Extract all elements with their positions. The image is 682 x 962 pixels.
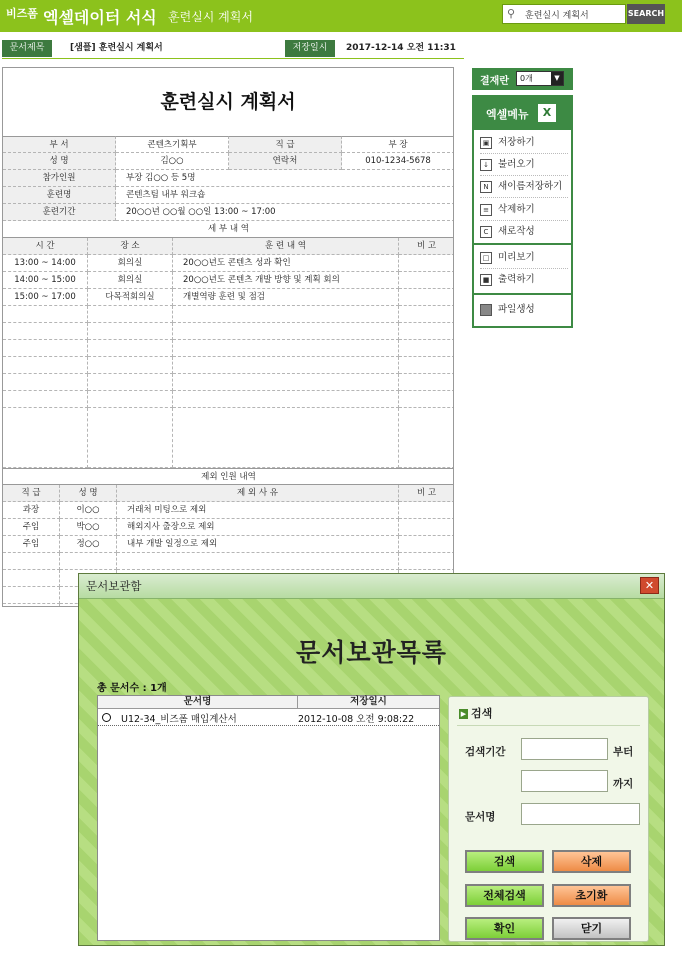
excel-menu-panel bbox=[472, 95, 573, 328]
list-item-name: U12-34_비즈폼 매입계산서 bbox=[121, 714, 237, 725]
print-icon: ■ bbox=[480, 274, 492, 286]
menu-item-label: 삭제하기 bbox=[498, 204, 535, 215]
doc-title-value: [샘플] 훈련실시 계획서 bbox=[70, 43, 163, 53]
menu-item-label: 미리보기 bbox=[498, 252, 535, 263]
save-icon: ▣ bbox=[480, 137, 492, 149]
details-cell-note[interactable] bbox=[399, 306, 454, 323]
ok-button[interactable]: 확인 bbox=[465, 917, 544, 940]
participants-label: 참가인원 bbox=[3, 170, 116, 187]
details-cell-content[interactable] bbox=[173, 306, 399, 323]
excluded-cell-rank[interactable] bbox=[3, 587, 60, 604]
approval-value: 0개 bbox=[520, 74, 533, 83]
search-all-button[interactable]: 전체검색 bbox=[465, 884, 544, 907]
training-plan-form bbox=[2, 67, 454, 607]
details-cell-content[interactable] bbox=[173, 357, 399, 374]
delete-button[interactable]: 삭제 bbox=[552, 850, 631, 873]
list-col-saved-date: 저장일시 bbox=[298, 696, 439, 709]
search-icon: ⚲ bbox=[507, 7, 516, 20]
name-label: 성 명 bbox=[3, 153, 116, 170]
excluded-cell-note[interactable] bbox=[399, 536, 454, 553]
close-icon[interactable]: ✕ bbox=[640, 577, 659, 594]
menu-item-preview[interactable] bbox=[480, 248, 568, 269]
details-cell-content[interactable] bbox=[173, 391, 399, 408]
excluded-cell-reason[interactable]: 거래처 미팅으로 제외 bbox=[117, 502, 399, 519]
details-cell-note[interactable] bbox=[399, 391, 454, 408]
load-icon: ↓ bbox=[480, 159, 492, 171]
to-label: 까지 bbox=[613, 778, 634, 790]
excluded-col-note: 비 고 bbox=[399, 485, 454, 502]
details-cell-time[interactable]: 13:00 ~ 14:00 bbox=[3, 255, 88, 272]
app-title: 엑셀데이터 서식 bbox=[43, 8, 157, 27]
excluded-cell-rank[interactable] bbox=[3, 604, 60, 607]
excluded-cell-rank[interactable] bbox=[3, 553, 60, 570]
excel-menu-header bbox=[474, 97, 571, 130]
saved-date-label: 저장일시 bbox=[285, 40, 335, 57]
excluded-cell-rank[interactable] bbox=[3, 570, 60, 587]
menu-item-save[interactable] bbox=[480, 133, 568, 154]
from-label: 부터 bbox=[613, 746, 634, 758]
details-cell-note[interactable] bbox=[399, 357, 454, 374]
approval-label: 결재란 bbox=[480, 76, 509, 87]
menu-item-save-as[interactable] bbox=[480, 177, 568, 198]
excluded-cell-rank[interactable]: 주임 bbox=[3, 519, 60, 536]
radio-button[interactable] bbox=[102, 713, 111, 722]
details-col-time: 시 간 bbox=[3, 238, 88, 255]
details-col-note: 비 고 bbox=[399, 238, 454, 255]
chevron-down-icon[interactable]: ▼ bbox=[551, 72, 563, 85]
details-cell-time[interactable] bbox=[3, 391, 88, 408]
details-cell-content[interactable] bbox=[173, 340, 399, 357]
start-date-input[interactable] bbox=[521, 738, 608, 760]
excluded-section-header: 제외 인원 내역 bbox=[3, 468, 454, 485]
details-cell-note[interactable] bbox=[399, 289, 454, 306]
excluded-cell-name[interactable]: 이○○ bbox=[60, 502, 117, 519]
menu-item-label: 저장하기 bbox=[498, 137, 535, 148]
menu-item-delete[interactable] bbox=[480, 200, 568, 221]
participants-value[interactable]: 부장 김○○ 등 5명 bbox=[116, 170, 454, 187]
search-box[interactable] bbox=[502, 4, 626, 24]
rank-value[interactable]: 부 장 bbox=[342, 136, 454, 153]
excluded-cell-rank[interactable]: 과장 bbox=[3, 502, 60, 519]
details-col-place: 장 소 bbox=[88, 238, 173, 255]
document-count: 총 문서수 : 1개 bbox=[97, 683, 167, 694]
menu-item-print[interactable] bbox=[480, 270, 568, 290]
reset-button[interactable]: 초기화 bbox=[552, 884, 631, 907]
menu-item-label: 파일생성 bbox=[498, 304, 535, 315]
dept-label: 부 서 bbox=[3, 136, 116, 153]
excluded-cell-reason[interactable] bbox=[117, 553, 399, 570]
top-bar bbox=[0, 0, 682, 32]
end-date-input[interactable] bbox=[521, 770, 608, 792]
dialog-titlebar[interactable] bbox=[79, 574, 664, 599]
details-cell-place[interactable]: 회의실 bbox=[88, 272, 173, 289]
search-panel bbox=[448, 696, 649, 942]
details-cell-note[interactable] bbox=[399, 374, 454, 391]
search-button[interactable]: SEARCH bbox=[627, 4, 665, 24]
details-cell-empty[interactable] bbox=[3, 408, 88, 468]
saved-date-value: 2017-12-14 오전 11:31 bbox=[346, 43, 456, 53]
details-cell-place[interactable] bbox=[88, 323, 173, 340]
save-as-icon: N bbox=[480, 181, 492, 193]
excluded-cell-note[interactable] bbox=[399, 519, 454, 536]
menu-item-create-file[interactable] bbox=[480, 300, 568, 320]
details-cell-place[interactable] bbox=[88, 306, 173, 323]
new-document-icon: C bbox=[480, 226, 492, 238]
details-section-header: 세 부 내 역 bbox=[3, 221, 454, 238]
details-cell-content[interactable]: 20○○년도 콘텐츠 성과 확인 bbox=[173, 255, 399, 272]
contact-label: 연락처 bbox=[229, 153, 342, 170]
document-storage-dialog bbox=[78, 573, 665, 946]
training-period-label: 훈련기간 bbox=[3, 204, 116, 221]
details-cell-place[interactable] bbox=[88, 374, 173, 391]
details-cell-empty[interactable] bbox=[399, 408, 454, 468]
details-cell-place[interactable] bbox=[88, 391, 173, 408]
approval-selector bbox=[472, 68, 573, 90]
menu-divider bbox=[474, 243, 571, 245]
dialog-heading: 문서보관목록 bbox=[296, 638, 447, 667]
monitor-icon: □ bbox=[480, 252, 492, 264]
details-cell-time[interactable]: 14:00 ~ 15:00 bbox=[3, 272, 88, 289]
details-cell-time[interactable] bbox=[3, 357, 88, 374]
document-list[interactable] bbox=[97, 695, 440, 941]
excluded-col-rank: 직 급 bbox=[3, 485, 60, 502]
arrow-icon: ▶ bbox=[460, 710, 467, 718]
menu-item-load[interactable] bbox=[480, 155, 568, 176]
excluded-cell-rank[interactable]: 주임 bbox=[3, 536, 60, 553]
details-col-content: 훈 련 내 역 bbox=[173, 238, 399, 255]
dept-value[interactable]: 콘텐츠기획부 bbox=[116, 136, 229, 153]
search-button[interactable]: 검색 bbox=[465, 850, 544, 873]
excluded-col-name: 성 명 bbox=[60, 485, 117, 502]
list-item-date: 2012-10-08 오전 9:08:22 bbox=[298, 714, 415, 725]
doc-title-label: 문서제목 bbox=[2, 40, 52, 57]
search-input[interactable] bbox=[525, 6, 623, 22]
details-cell-place[interactable] bbox=[88, 357, 173, 374]
menu-item-label: 새로작성 bbox=[498, 226, 535, 237]
doc-name-label: 문서명 bbox=[465, 811, 496, 823]
list-item[interactable] bbox=[98, 710, 439, 726]
list-col-doc-name: 문서명 bbox=[98, 696, 298, 709]
menu-divider bbox=[474, 293, 571, 295]
excel-menu-title: 엑셀메뉴 bbox=[486, 108, 529, 121]
close-button[interactable]: 닫기 bbox=[552, 917, 631, 940]
excluded-cell-note[interactable] bbox=[399, 502, 454, 519]
menu-item-label: 출력하기 bbox=[498, 274, 535, 285]
rank-label: 직 급 bbox=[229, 136, 342, 153]
excluded-cell-name[interactable]: 정○○ bbox=[60, 536, 117, 553]
details-cell-time[interactable] bbox=[3, 374, 88, 391]
document-info-row bbox=[2, 40, 464, 59]
details-cell-note[interactable] bbox=[399, 340, 454, 357]
dialog-window-title: 문서보관함 bbox=[86, 579, 142, 593]
menu-item-label: 새이름저장하기 bbox=[498, 181, 563, 192]
details-cell-place[interactable]: 회의실 bbox=[88, 255, 173, 272]
details-cell-content[interactable]: 20○○년도 콘텐츠 개발 방향 및 계획 회의 bbox=[173, 272, 399, 289]
divider bbox=[457, 725, 640, 726]
excluded-cell-note[interactable] bbox=[399, 553, 454, 570]
trash-icon: ≡ bbox=[480, 204, 492, 216]
details-cell-time[interactable] bbox=[3, 340, 88, 357]
details-cell-note[interactable] bbox=[399, 255, 454, 272]
details-cell-place[interactable]: 다목적회의실 bbox=[88, 289, 173, 306]
search-panel-label: 검색 bbox=[471, 707, 493, 720]
details-cell-empty[interactable] bbox=[173, 408, 399, 468]
dialog-body bbox=[79, 599, 664, 945]
brand-logo: 비즈폼 bbox=[6, 7, 38, 20]
details-cell-time[interactable] bbox=[3, 306, 88, 323]
details-cell-place[interactable] bbox=[88, 340, 173, 357]
contact-value[interactable]: 010-1234-5678 bbox=[342, 153, 454, 170]
excluded-cell-name[interactable]: 박○○ bbox=[60, 519, 117, 536]
menu-item-new[interactable] bbox=[480, 222, 568, 242]
excluded-cell-reason[interactable]: 해외지사 출장으로 제외 bbox=[117, 519, 399, 536]
doc-name-input[interactable] bbox=[521, 803, 640, 825]
approval-dropdown[interactable] bbox=[516, 71, 564, 86]
excluded-cell-reason[interactable]: 내부 개발 일정으로 제외 bbox=[117, 536, 399, 553]
name-value[interactable]: 김○○ bbox=[116, 153, 229, 170]
page-subtitle: 훈련실시 계획서 bbox=[168, 10, 253, 24]
menu-item-label: 불러오기 bbox=[498, 159, 535, 170]
training-name-value[interactable]: 콘텐츠팀 내부 워크숍 bbox=[116, 187, 454, 204]
details-cell-content[interactable] bbox=[173, 323, 399, 340]
details-cell-content[interactable]: 개별역량 훈련 및 점검 bbox=[173, 289, 399, 306]
details-cell-note[interactable] bbox=[399, 272, 454, 289]
excel-icon: X bbox=[538, 104, 556, 122]
details-cell-empty[interactable] bbox=[88, 408, 173, 468]
excluded-cell-name[interactable] bbox=[60, 553, 117, 570]
training-period-value[interactable]: 20○○년 ○○월 ○○일 13:00 ~ 17:00 bbox=[116, 204, 454, 221]
details-cell-time[interactable]: 15:00 ~ 17:00 bbox=[3, 289, 88, 306]
details-cell-note[interactable] bbox=[399, 323, 454, 340]
training-name-label: 훈련명 bbox=[3, 187, 116, 204]
excluded-col-reason: 제 외 사 유 bbox=[117, 485, 399, 502]
details-cell-time[interactable] bbox=[3, 323, 88, 340]
folder-icon bbox=[480, 304, 492, 316]
details-cell-content[interactable] bbox=[173, 374, 399, 391]
form-title: 훈련실시 계획서 bbox=[160, 91, 296, 113]
search-period-label: 검색기간 bbox=[465, 746, 506, 758]
search-panel-title bbox=[459, 705, 492, 721]
